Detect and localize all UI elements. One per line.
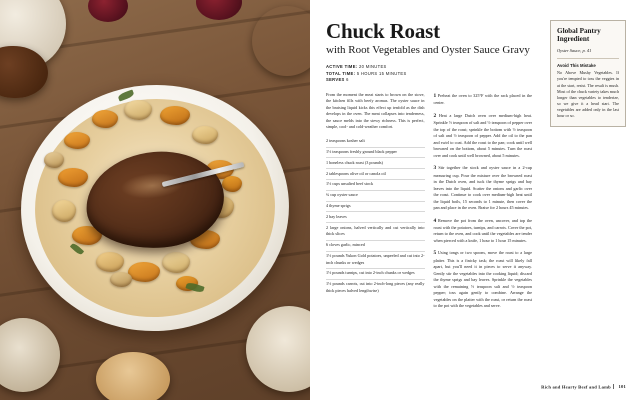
wine-glass-top-right (196, 0, 242, 20)
recipe-meta (326, 64, 532, 84)
step-text: Remove the pot from the oven, uncover, and top the roast with the potatoes, turnips, and carrots. Cover the pot, return to the oven, and cook until the vegetables are tender when pierced with a knife, 1 hour to 1 hour 15 minutes. (433, 217, 533, 243)
sidebar-tip-text: No Above Mushy Vegetables. If you're tempted to toss the veggies in at the start, resist. The result is mush. Most of the chuck variety takes much longer than vegetables to tenderize, so we give it a head start. The vegetables are added only in the last hour or so. (557, 70, 619, 119)
chuck-roast-platter-photo (0, 0, 310, 400)
list-item: 1½ pounds turnips, cut into 2-inch chunks or wedges (326, 268, 425, 277)
meta-active-time-value: 20 MINUTES (359, 64, 387, 70)
bowl-bottom-right (246, 306, 310, 392)
list-item: 1½ pounds Yukon Gold potatoes, unpeeled and cut into 2-inch chunks or wedges (326, 251, 425, 267)
list-item: 1 boneless chuck roast (3 pounds) (326, 157, 425, 166)
recipe-step (434, 112, 533, 159)
step-text: Using tongs or two spoons, move the roast to a large platter. This is a finicky task; the roast will likely fall apart, but you'll need it in pieces to serve it anyway. Gently stir the vegetables into the cooking liquid; discard the thyme sprigs and bay leaves. Sprinkle the vegetables with the remaining ½ teaspoon salt and ½ teaspoon pepper; toss again gently to combine. Arrange the vegetables on the platter with the roast, or return the roast to the pot with the vegetables and serve. (433, 250, 533, 309)
meta-serves-value: 6 (346, 77, 349, 83)
footer-divider (613, 384, 614, 389)
meta-total-time (326, 71, 532, 78)
recipe-step (434, 217, 533, 245)
sauce-bowl-bottom-left (0, 318, 60, 392)
sidebar (550, 20, 626, 127)
sidebar-ingredient-reference[interactable]: Oyster Sauce, p. 41 (557, 48, 619, 59)
meta-total-time-label: TOTAL TIME: (326, 70, 356, 76)
meta-serves-label: SERVES (326, 77, 345, 83)
list-item: 4 thyme sprigs (326, 201, 425, 210)
step-text: Stir together the stock and oyster sauce in a 2-cup measuring cup. Pour the mixture over the browned roast in the Dutch oven, and tuck the thyme sprigs and bay leaves into the liquid. Scatter the onions and garlic over the roast. Continue to cook over medium-high heat until the liquid boils, 15 seconds to 1 minute, then cover the pan and place in the oven. Braise for 2 hours 45 minutes. (433, 165, 532, 211)
list-item: 6 cloves garlic, minced (326, 240, 425, 249)
recipe-column (326, 20, 532, 380)
recipe-headnote: From the moment the meat starts to brown on the stove, the kitchen fills with beefy aromas. The oyster sauce in the braising liquid kicks this effect up tenfold as the dish develops in the oven. The meat collapses into tenderness, the sauce melds into the stewy richness. This is perfect, simple, cool- and cold-weather comfort. (326, 91, 425, 130)
step-number: 1 (433, 92, 437, 99)
list-item: 2 large onions, halved vertically and cut vertically into thick slices (326, 222, 425, 238)
step-number: 3 (433, 165, 437, 172)
recipe-step (434, 92, 533, 107)
list-item: ¾ cup oyster sauce (326, 190, 425, 199)
recipe-step (434, 249, 533, 309)
meta-active-time-label: ACTIVE TIME: (326, 64, 358, 70)
recipe-body-columns (326, 92, 532, 310)
recipe-text-page (310, 0, 640, 400)
recipe-subtitle: with Root Vegetables and Oyster Sauce Gravy (326, 44, 530, 57)
step-text: Heat a large Dutch oven over medium-high heat. Sprinkle ½ teaspoon of salt and ½ teaspoon of pepper over the top of the roast; sprinkle the bottom with ½ teaspoon of salt and ½ teaspoon of pepper. Add the oil to the pan and swirl to coat. Add the roast to the pan; cook until well browned on the bottom, about 5 minutes. Turn the roast over and cook until well browned, about 5 minutes. (433, 112, 532, 158)
sidebar-title: Global Pantry Ingredient (557, 27, 601, 44)
list-item: 1½ cups unsalted beef stock (326, 179, 425, 188)
meta-serves (326, 77, 532, 84)
list-item: 1½ pounds carrots, cut into 2-inch-long pieces (any really thick pieces halved lengthwise) (326, 279, 425, 295)
recipe-step (434, 164, 533, 211)
global-pantry-box (550, 20, 626, 127)
list-item: 2 teaspoons kosher salt (326, 138, 365, 144)
recipe-photo-page (0, 0, 310, 400)
bowl-top-right (252, 6, 310, 76)
meta-active-time (326, 64, 532, 71)
meta-total-time-value: 5 HOURS 15 MINUTES (356, 70, 407, 76)
list-item: 2 tablespoons olive oil or canola oil (326, 168, 425, 177)
page-number: 101 (618, 384, 626, 389)
step-number: 2 (433, 112, 437, 119)
ingredients-list (326, 137, 425, 295)
list-item: 1½ teaspoons freshly ground black pepper (326, 147, 425, 156)
bread-bottom-center (96, 352, 170, 400)
step-text: Preheat the oven to 325°F with the rack placed in the center. (433, 92, 533, 106)
sidebar-tip-heading: Avoid This Mistake (557, 63, 596, 69)
wine-glass-top (88, 0, 128, 22)
page-title: Chuck Roast (326, 19, 440, 43)
footer-section: Rich and Hearty Beef and Lamb (541, 384, 611, 389)
step-number: 4 (433, 217, 437, 224)
step-number: 5 (433, 250, 437, 257)
page-footer (541, 384, 626, 390)
list-item: 2 bay leaves (326, 211, 425, 220)
